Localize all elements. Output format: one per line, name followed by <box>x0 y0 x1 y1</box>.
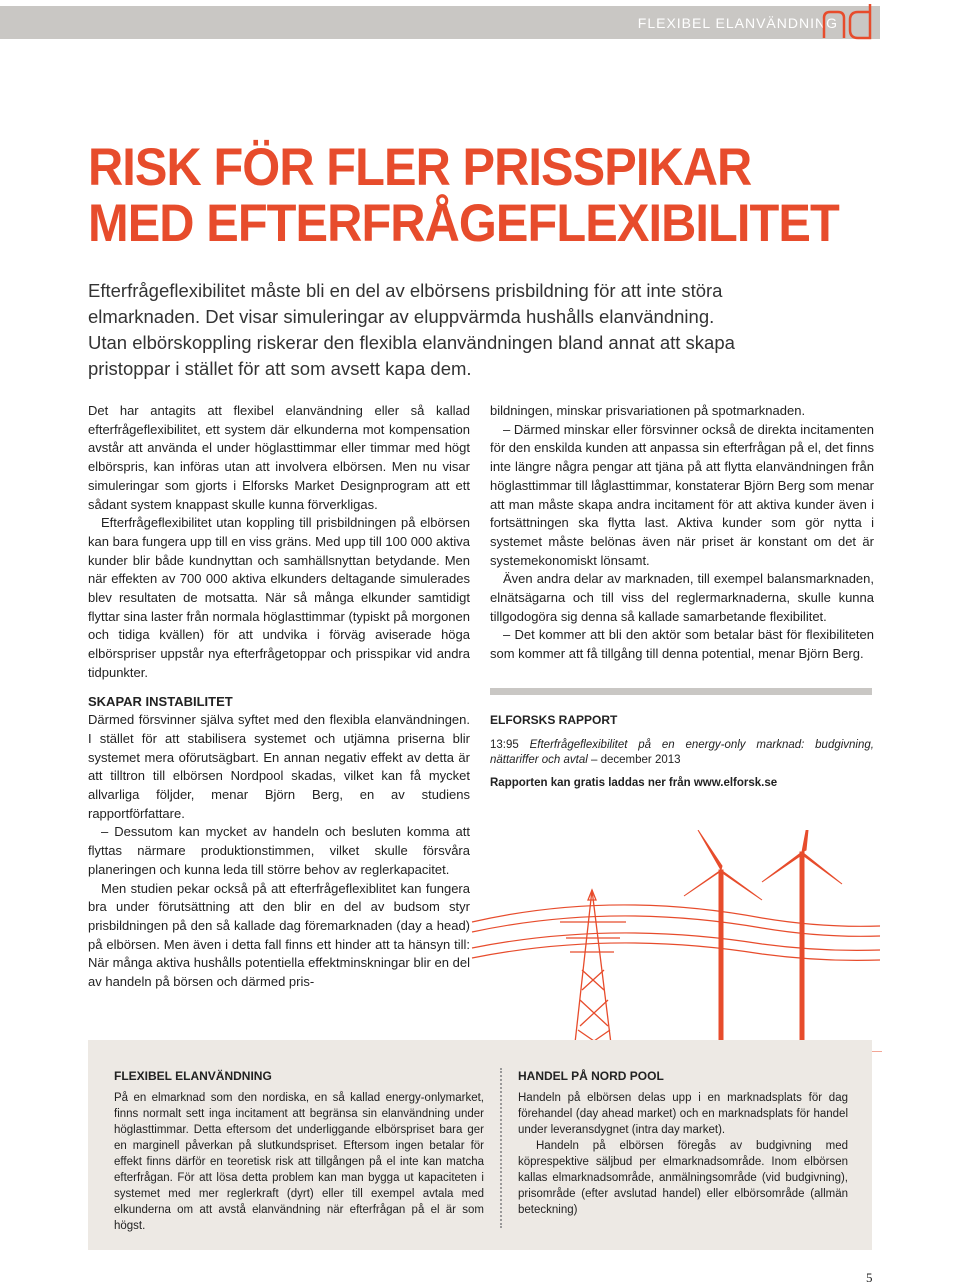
body-paragraph: Därmed försvinner själva syftet med den flexibla elanvändningen. I stället för att stabilisera systemet och utjämna priserna blir systemet mera oförutsägbart. En annan negativ effekt av detta är att tilltron till elbörsen Nordpool skadas, vilket kan få mycket allvarliga följder, menar Björn Berg, en av studiens rapportförfattare. <box>88 712 470 821</box>
fact-box-right-title: HANDEL PÅ NORD POOL <box>518 1069 664 1083</box>
nd-logo-icon <box>818 0 878 42</box>
body-paragraph: – Dessutom kan mycket av handeln och besluten komma att flyttas närmare produktionstimmen, vilket skulle försvåra planeringen och kunna leda till större behov av reglerkapacitet. <box>88 824 470 877</box>
section-label: FLEXIBEL ELANVÄNDNING <box>637 15 838 31</box>
ingress-line: Efterfrågeflexibilitet måste bli en del av elbörsens prisbildning för att inte störa <box>88 280 723 301</box>
page-number: 5 <box>866 1270 873 1285</box>
fact-box-right-text: Handeln på elbörsen föregås av budgivning med köprespektive säljbud per elmarknadsområde. Inom elbörsen kallas elmarknadsområde, anmälningsområde (vid budgivning), prisområde (efter avslutad handel) eller elbörsområde (allmän beteckning) <box>518 1140 848 1216</box>
body-paragraph: bildningen, minskar prisvariationen på spotmarknaden. <box>490 403 806 418</box>
headline-line-1: RISK FÖR FLER PRISSPIKAR <box>88 138 752 197</box>
report-download-link[interactable]: Rapporten kan gratis laddas ner från www.elforsk.se <box>490 776 778 789</box>
fact-box-right <box>518 1068 848 1218</box>
fact-box-left-title: FLEXIBEL ELANVÄNDNING <box>114 1069 272 1083</box>
right-column <box>490 402 874 792</box>
ingress <box>88 278 808 382</box>
fact-box <box>88 1040 872 1250</box>
ingress-line: Utan elbörskoppling riskerar den flexibla elanvändningen bland annat att skapa <box>88 332 735 353</box>
report-title: ELFORSKS RAPPORT <box>490 712 618 727</box>
fact-box-left-text: På en elmarknad som den nordiska, en så kallad energy-onlymarket, finns normalt sett inga incitament att begränsa sin elanvändning under höglasttimmar. Detta eftersom det underliggande elbörspriset bara ger en marginell påverkan på slutkundspriset. Eftersom ingen betalar för effekt finns därför en teoretisk risk att tillgången på el inte kan matcha efterfrågan. För att lösa detta problem kan man bygga ut kapaciteten i systemet med mer reglerkraft (dyrt) eller till exempel avtala med elkunderna om att avstå elanvändning när efterfrågan på el är som högst. <box>114 1092 484 1232</box>
subheading: SKAPAR INSTABILITET <box>88 693 233 709</box>
fact-box-divider <box>500 1068 502 1228</box>
fact-box-right-text: Handeln på elbörsen delas upp i en marknadsplats för dag förehandel (day ahead market) och en marknadsplats för handel under leveransdygnet (intra day market). <box>518 1092 848 1136</box>
body-paragraph: – Det kommer att bli den aktör som betalar bäst för flexibiliteten som kommer att få tillgång till denna potential, menar Björn Berg. <box>490 627 874 662</box>
left-column <box>88 402 470 992</box>
ingress-line: elmarknaden. Det visar simuleringar av eluppvärmda hushålls elanvändning. <box>88 306 715 327</box>
header-bar <box>0 6 880 39</box>
headline-line-2: MED EFTERFRÅGEFLEXIBILITET <box>88 194 839 253</box>
report-number: 13:95 <box>490 738 519 751</box>
report-italic-title: Efterfrågeflexibilitet på en energy-only marknad: budgivning, nättariffer och avtal <box>490 738 874 766</box>
body-paragraph: Även andra delar av marknaden, till exempel balansmarknaden, elnätsägarna och till viss del reglermarknaderna, skulle kunna tillgodogöra sig denna så kallade samarbetande flexibilitet. <box>490 571 874 624</box>
wind-turbines-pylon-illustration <box>462 830 882 1052</box>
body-paragraph: Men studien pekar också på att efterfrågeflexiblitet kan fungera bra under förutsättning att den blir en del av budsom styr prisbildningen på den så kallade dag föremarknaden (day a head) på elbörsen. Men även i detta fall finns ett hinder att ta hänsyn till: När många aktiva hushålls potentiella effektminskningar blir en del av handeln på börsen och därmed pris- <box>88 880 470 990</box>
body-paragraph: Efterfrågeflexibilitet utan koppling till prisbildningen på elbörsen kan bara fungera upp till en viss gräns. Med upp till 100 000 aktiva kunder blir både kundnyttan och samhällsnyttan betydande. Men när effekten av 700 000 aktiva elkunders deltagande simulerades blev resultaten de motsatta. När så många elkunder samtidigt flyttar sina laster från normala höglasttimmar (typiskt på morgonen och tidiga kvällen) för att undvika i förväg aviserade höga elbörspriser uppstår nya efterfrågetoppar och prisspikar vid andra tidpunkter. <box>88 515 470 680</box>
headline <box>88 140 842 252</box>
report-reference <box>490 738 874 768</box>
body-paragraph: Det har antagits att flexibel elanvändning eller så kallad efterfrågeflexibilitet, ett system där elkunderna mot kompensation avstår att använda el under höglasttimmar eller timmar med högt elbörspris, kan införas utan att involvera elbörsen. Men nu visar simuleringar som gjorts i Elforsks Market Designprogram att ett sådant system knappast skulle kunna förverkligas. <box>88 403 470 512</box>
fact-box-left <box>114 1068 484 1234</box>
report-date: – december 2013 <box>591 753 681 766</box>
body-paragraph: – Därmed minskar eller försvinner också de direkta incitamenten för den enskilda kunden att anpassa sin efterfrågan på el, det finns inte längre några pengar att tjäna på att flytta elanvändningen från höglasttimmar till låglasttimmar, konstaterar Björn Berg som menar att man måste skapa andra incitament för att aktiva kunder även i fortsättningen ska flytta last. Aktiva kunder som gör nytta i systemet måste belönas även när priset är konstant om det är systemekonomiskt lönsamt. <box>490 421 874 568</box>
ingress-line: pristoppar i stället för att som avsett kapa dem. <box>88 358 472 379</box>
report-divider <box>490 688 872 695</box>
